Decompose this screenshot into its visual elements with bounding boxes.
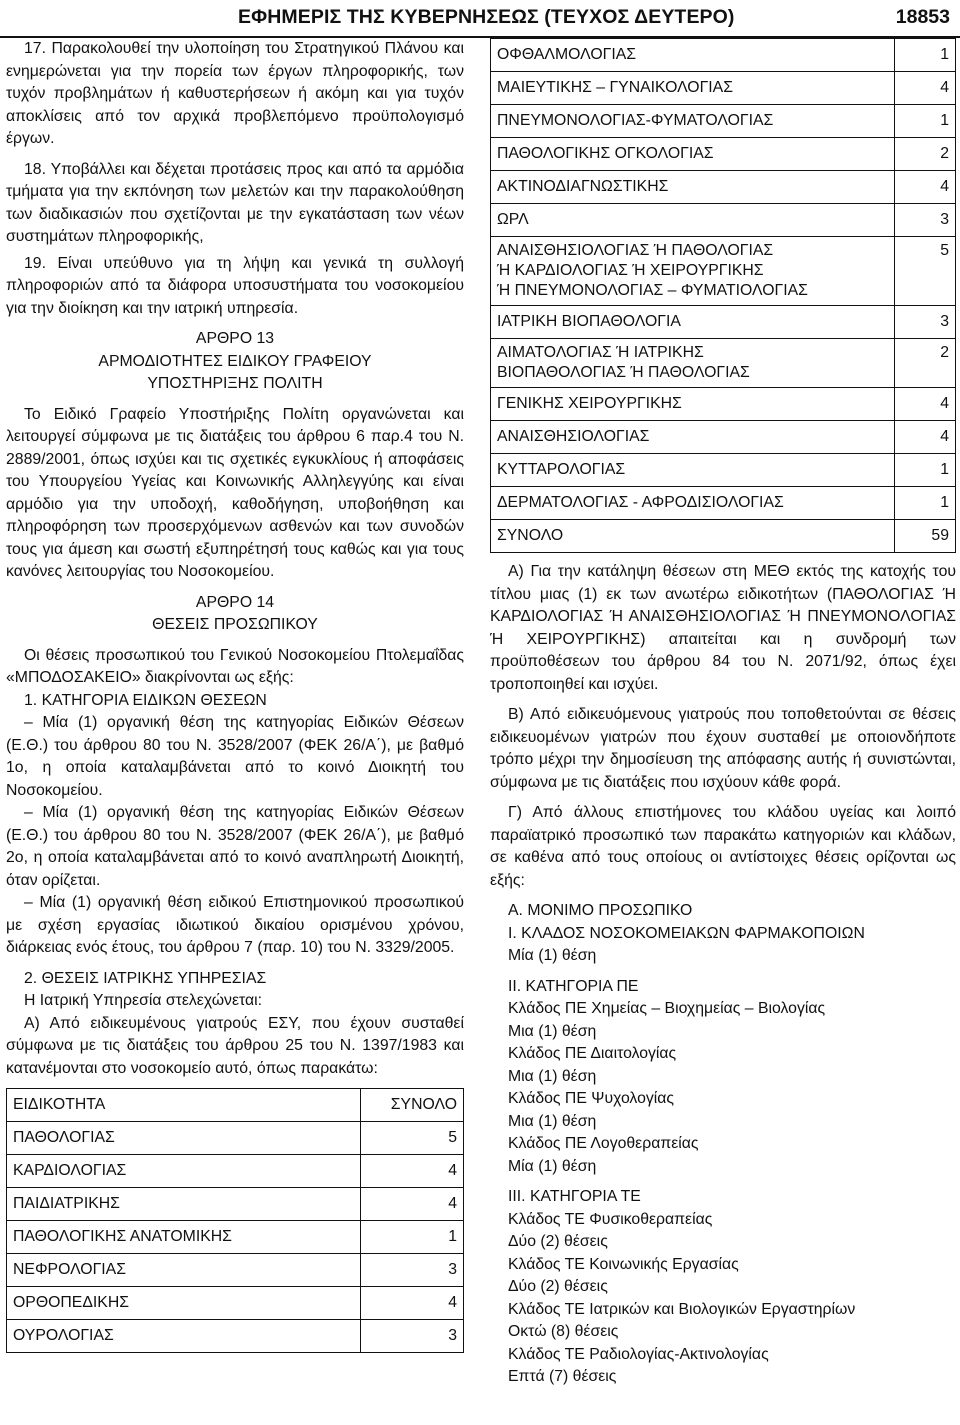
paragraph-c: Γ) Από άλλους επιστήμονες του κλάδου υγείας και λοιπό παραϊατρικό προσωπικό των παρακάτω κατηγοριών και κλάδων, σε καθένα από τους οποίους οι αντίστοιχες θέσεις ορίζονται ως εξής: [490,804,956,889]
list-line: Κλάδος ΠΕ Λογοθεραπείας [508,1135,699,1152]
list-line: Κλάδος ΠΕ Ψυχολογίας [508,1090,675,1107]
category-1-item-b: – Μία (1) οργανική θέση της κατηγορίας Ειδικών Θέσεων (Ε.Θ.) του άρθρου 80 του Ν. 3528/2007 (ΦΕΚ 26/Α΄), με βαθμό 2ο, η οποία καταλαμβάνεται από το κοινό αναπληρωτή Διοικητή, όταν ορίζεται. [6,804,464,889]
table-cell-specialty [491,339,895,388]
table-cell-line: Ή ΚΑΡΔΙΟΛΟΓΙΑΣ Ή ΧΕΙΡΟΥΡΓΙΚΗΣ [497,262,764,279]
table-row [491,454,956,487]
table-cell-specialty: ΚΥΤΤΑΡΟΛΟΓΙΑΣ [491,454,895,487]
gazette-title: ΕΦΗΜΕΡΙΣ ΤΗΣ ΚΥΒΕΡΝΗΣΕΩΣ (ΤΕΥΧΟΣ ΔΕΥΤΕΡΟ) [238,6,735,28]
list-iii [490,1186,956,1389]
table-row [491,204,956,237]
table-header-row [7,1089,464,1122]
table-cell-count: 1 [895,487,956,520]
table-cell-specialty: ΜΑΙΕΥΤΙΚΗΣ – ΓΥΝΑΙΚΟΛΟΓΙΑΣ [491,72,895,105]
table-cell-specialty: ΙΑΤΡΙΚΗ ΒΙΟΠΑΘΟΛΟΓΙΑ [491,306,895,339]
table-cell-specialty: ΩΡΛ [491,204,895,237]
table-cell-specialty [491,237,895,306]
table-cell-specialty: ΟΡΘΟΠΕΔΙΚΗΣ [7,1287,361,1320]
table-cell-count: 1 [361,1221,464,1254]
list-a-heading: Α. ΜΟΝΙΜΟ ΠΡΟΣΩΠΙΚΟ [508,902,693,919]
table-cell-count: 5 [361,1122,464,1155]
table-cell-count: 3 [361,1254,464,1287]
list-line: Κλάδος ΤΕ Φυσικοθεραπείας [508,1210,713,1228]
table-cell-specialty: ΟΥΡΟΛΟΓΙΑΣ [7,1320,361,1353]
table-cell-count: 4 [361,1287,464,1320]
table-row [491,72,956,105]
table-row [491,339,956,388]
list-line: Οκτώ (8) θέσεις [508,1323,619,1340]
table-cell-count: 5 [895,237,956,306]
table-cell-specialty: ΣΥΝΟΛΟ [491,520,895,553]
table-cell-specialty: ΔΕΡΜΑΤΟΛΟΓΙΑΣ - ΑΦΡΟΔΙΣΙΟΛΟΓΙΑΣ [491,487,895,520]
table-cell-count: 59 [895,520,956,553]
table-row [7,1155,464,1188]
table-row [491,105,956,138]
table-row [491,138,956,171]
table-row [491,237,956,306]
table-cell-specialty: ΟΦΘΑΛΜΟΛΟΓΙΑΣ [491,39,895,72]
table-row [491,487,956,520]
table-row [7,1188,464,1221]
table-cell-count: 4 [361,1188,464,1221]
category-2-item-a: Α) Από ειδικευμένους γιατρούς ΕΣΥ, που έχουν συσταθεί σύμφωνα με τις διατάξεις του άρθρου 25 του Ν. 1397/1983 και κατανέμονται στο νοσοκομείο αυτό, όπως παρακάτω: [6,1014,464,1077]
table-cell-specialty: ΠΝΕΥΜΟΝΟΛΟΓΙΑΣ-ΦΥΜΑΤΟΛΟΓΙΑΣ [491,105,895,138]
list-line: Δύο (2) θέσεις [508,1233,608,1250]
paragraph-a: Α) Για την κατάληψη θέσεων στη ΜΕΘ εκτός της κατοχής του τίτλου μιας (1) εκ των ανωτέρω ειδικοτήτων (ΠΑΘΟΛΟΓΙΑΣ Ή ΚΑΡΔΙΟΛΟΓΙΑΣ Ή ΑΝΑΙΣΘΗΣΙΟΛΟΓΙΑΣ Ή ΠΝΕΥΜΟΝΟΛΟΓΙΑΣ Ή ΧΕΙΡΟΥΡΓΙΚΗΣ) απαιτείται και η συνδρομή των προϋποθέσεων του άρθρου 84 του Ν. 2071/92, όπως έχει τροποποιηθεί και ισχύει. [490,563,956,693]
table-cell-count: 3 [361,1320,464,1353]
table-cell-specialty: ΑΝΑΙΣΘΗΣΙΟΛΟΓΙΑΣ [491,421,895,454]
article-13-subtitle-1: ΑΡΜΟΔΙΟΤΗΤΕΣ ΕΙΔΙΚΟΥ ΓΡΑΦΕΙΟΥ [98,352,372,370]
category-1-item-a: – Μία (1) οργανική θέση της κατηγορίας Ειδικών Θέσεων (Ε.Θ.) του άρθρου 80 του Ν. 3528/2007 (ΦΕΚ 26/Α΄), με βαθμό 1ο, η οποία καταλαμβάνεται από το κοινό Διοικητή του Νοσοκομείου. [6,714,464,799]
list-line: Μια (1) θέση [508,1112,597,1130]
table-row [491,520,956,553]
list-line: Κλάδος ΤΕ Ραδιολογίας-Ακτινολογίας [508,1345,769,1363]
table-cell-count: 1 [895,105,956,138]
table-row [491,171,956,204]
table-cell-specialty: ΠΑΘΟΛΟΓΙΚΗΣ ΟΓΚΟΛΟΓΙΑΣ [491,138,895,171]
list-line: Κλάδος ΤΕ Ιατρικών και Βιολογικών Εργαστηρίων [508,1300,856,1318]
article-13-subtitle-2: ΥΠΟΣΤΗΡΙΞΗΣ ΠΟΛΙΤΗ [147,375,323,392]
article-14-title: ΑΡΘΡΟ 14 [195,593,275,611]
item-17: 17. Παρακολουθεί την υλοποίηση του Στρατηγικού Πλάνου και ενημερώνεται για την πορεία των έργων πληροφορικής, των τυχόν προβλημάτων ή καθυστερήσεων ή ακόμη και για τυχόν αποκλίσεις από τον αρχικά προβλεπόμενο προϋπολογισμό έργων. [6,40,464,147]
list-line: Μια (1) θέση [508,1022,597,1040]
list-line: Μία (1) θέση [508,1157,597,1175]
table-cell-count: 4 [895,388,956,421]
article-14-subtitle: ΘΕΣΕΙΣ ΠΡΟΣΩΠΙΚΟΥ [152,616,318,633]
table-cell-count: 4 [361,1155,464,1188]
list-line: Δύο (2) θέσεις [508,1278,608,1295]
table-row [491,39,956,72]
item-19: 19. Είναι υπεύθυνο για τη λήψη και γενικά τη συλλογή πληροφοριών από τα διάφορα υποσυστήματα του νοσοκομείου για την διοίκηση και την ιατρική υπηρεσία. [6,254,464,317]
article-14-intro: Οι θέσεις προσωπικού του Γενικού Νοσοκομείου Πτολεμαΐδας «ΜΠΟΔΟΣΑΚΕΙΟ» διακρίνονται ως εξής: [6,646,464,686]
table-cell-line: ΒΙΟΠΑΘΟΛΟΓΙΑΣ Ή ΠΑΘΟΛΟΓΙΑΣ [497,364,750,381]
list-line: Κλάδος ΠΕ Διαιτολογίας [508,1045,677,1062]
list-line: Μία (1) θέση [508,947,597,964]
list-ii [490,976,956,1179]
table-cell-specialty: ΠΑΘΟΛΟΓΙΚΗΣ ΑΝΑΤΟΜΙΚΗΣ [7,1221,361,1254]
table-cell-count: 2 [895,339,956,388]
category-2-heading: 2. ΘΕΣΕΙΣ ΙΑΤΡΙΚΗΣ ΥΠΗΡΕΣΙΑΣ [24,969,267,987]
list-line: ΙΙΙ. ΚΑΤΗΓΟΡΙΑ ΤΕ [508,1188,641,1205]
table-row [7,1320,464,1353]
list-line: Κλάδος ΤΕ Κοινωνικής Εργασίας [508,1255,739,1273]
article-13-title: ΑΡΘΡΟ 13 [195,330,275,347]
specialty-table-left [6,1088,464,1353]
table-row [491,306,956,339]
list-line: ΙΙ. ΚΑΤΗΓΟΡΙΑ ΠΕ [508,977,639,995]
table-header-specialty: ΕΙΔΙΚΟΤΗΤΑ [7,1089,361,1122]
specialty-table-right [490,38,956,553]
list-line: Μια (1) θέση [508,1067,597,1085]
table-row [491,388,956,421]
table-cell-specialty: ΚΑΡΔΙΟΛΟΓΙΑΣ [7,1155,361,1188]
table-cell-count: 4 [895,72,956,105]
page-header [0,4,960,34]
article-13-body: Το Ειδικό Γραφείο Υποστήριξης Πολίτη οργανώνεται και λειτουργεί σύμφωνα με τις διατάξεις του άρθρου 6 παρ.4 του Ν. 2889/2001, όπως ισχύει και τις σχετικές εγκυκλίους ή αποφάσεις του Υπουργείου Υγείας και Κοινωνικής Αλληλεγγύης και είναι αρμόδιο για την υποδοχή, καθοδήγηση, υποβοήθηση και πληροφόρηση των προσερχόμενων ασθενών και των συνοδών τους για άμεση και σωστή εξυπηρέτησή τους καθώς και για τους κανόνες λειτουργίας του Νοσοκομείου. [6,405,464,580]
table-header-total: ΣΥΝΟΛΟ [361,1089,464,1122]
table-cell-count: 4 [895,171,956,204]
table-cell-count: 1 [895,39,956,72]
table-cell-specialty: ΓΕΝΙΚΗΣ ΧΕΙΡΟΥΡΓΙΚΗΣ [491,388,895,421]
table-row [491,421,956,454]
paragraph-b: Β) Από ειδικευόμενους γιατρούς που τοποθετούνται σε θέσεις ειδικευομένων γιατρών που έχουν συσταθεί με οποιονδήποτε τρόπο μέχρι την δημοσίευση της απόφασης αυτής ή συνιστώνται, σύμφωνα με τις διατάξεις που ισχύουν κάθε φορά. [490,706,956,791]
table-row [7,1287,464,1320]
category-2-line: Η Ιατρική Υπηρεσία στελεχώνεται: [24,992,263,1009]
table-cell-specialty: ΠΑΙΔΙΑΤΡΙΚΗΣ [7,1188,361,1221]
list-line: Ι. ΚΛΑΔΟΣ ΝΟΣΟΚΟΜΕΙΑΚΩΝ ΦΑΡΜΑΚΟΠΟΙΩΝ [508,924,865,942]
table-row [7,1122,464,1155]
right-column [490,38,956,1389]
left-column [6,38,464,1353]
table-cell-count: 1 [895,454,956,487]
list-i [490,923,956,968]
table-row [7,1254,464,1287]
table-cell-count: 3 [895,306,956,339]
category-1-heading: 1. ΚΑΤΗΓΟΡΙΑ ΕΙΔΙΚΩΝ ΘΕΣΕΩΝ [24,691,267,709]
table-cell-line: ΑΙΜΑΤΟΛΟΓΙΑΣ Ή ΙΑΤΡΙΚΗΣ [497,344,704,361]
list-line: Κλάδος ΠΕ Χημείας – Βιοχημείας – Βιολογίας [508,1000,826,1017]
page-number: 18853 [895,6,950,28]
table-cell-specialty: ΠΑΘΟΛΟΓΙΑΣ [7,1122,361,1155]
item-18: 18. Υποβάλλει και δέχεται προτάσεις προς και από τα αρμόδια τμήματα για την εκπόνηση των μελετών και την παρακολούθηση των διαδικασιών που σχετίζονται με την εγκατάσταση των νέων συστημάτων πληροφορικής, [6,160,464,245]
table-cell-count: 2 [895,138,956,171]
table-cell-count: 4 [895,421,956,454]
table-cell-specialty: ΑΚΤΙΝΟΔΙΑΓΝΩΣΤΙΚΗΣ [491,171,895,204]
table-cell-count: 3 [895,204,956,237]
table-cell-line: ΑΝΑΙΣΘΗΣΙΟΛΟΓΙΑΣ Ή ΠΑΘΟΛΟΓΙΑΣ [497,242,774,259]
table-cell-line: Ή ΠΝΕΥΜΟΝΟΛΟΓΙΑΣ – ΦΥΜΑΤΙΟΛΟΓΙΑΣ [497,282,808,299]
table-cell-specialty: ΝΕΦΡΟΛΟΓΙΑΣ [7,1254,361,1287]
list-line: Επτά (7) θέσεις [508,1368,617,1385]
table-row [7,1221,464,1254]
category-1-item-c: – Μία (1) οργανική θέση ειδικού Επιστημονικού προσωπικού με σχέση εργασίας ιδιωτικού δικαίου ορισμένου χρόνου, διάρκειας ενός έτους, του άρθρου 7 (παρ. 10) του Ν. 3329/2005. [6,894,464,956]
